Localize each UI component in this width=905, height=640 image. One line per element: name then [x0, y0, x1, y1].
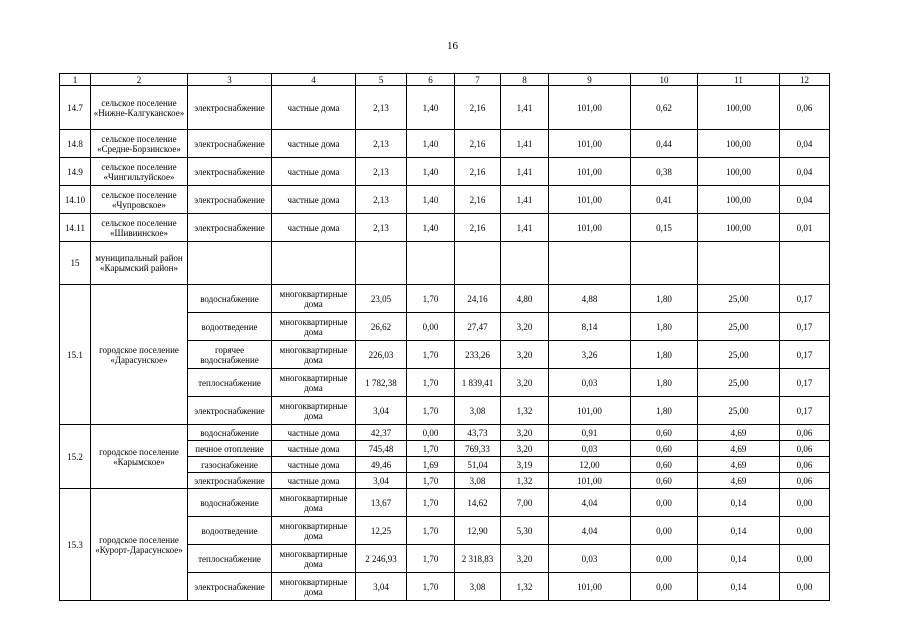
table-row: [60, 86, 830, 130]
cell-value: 1,41: [501, 130, 549, 158]
service-type: водоотведение: [188, 313, 272, 341]
cell-value: 101,00: [549, 186, 631, 214]
cell-value: 100,00: [698, 130, 780, 158]
cell-value: 0,06: [780, 473, 830, 489]
cell-value: 0,17: [780, 285, 830, 313]
object-type: многоквартирные дома: [272, 489, 356, 517]
cell-value: 0,06: [780, 441, 830, 457]
cell-value: 0,00: [631, 573, 698, 601]
cell-value: 2,13: [356, 158, 407, 186]
cell-value: 3,08: [455, 473, 501, 489]
cell-value: 1,80: [631, 313, 698, 341]
table-row: [60, 425, 830, 441]
object-type: многоквартирные дома: [272, 369, 356, 397]
cell-value: 2,13: [356, 214, 407, 242]
service-type: электроснабжение: [188, 214, 272, 242]
service-type: электроснабжение: [188, 86, 272, 130]
cell-value: 25,00: [698, 341, 780, 369]
cell-value: 3,08: [455, 397, 501, 425]
cell-value: 14,62: [455, 489, 501, 517]
cell-value: 1,40: [407, 158, 455, 186]
column-header: 11: [698, 74, 780, 86]
object-type: частные дома: [272, 441, 356, 457]
cell-value: 0,15: [631, 214, 698, 242]
cell-value: 42,37: [356, 425, 407, 441]
cell-value: 3,20: [501, 425, 549, 441]
cell-value: 1,70: [407, 369, 455, 397]
row-number: 14.7: [60, 86, 91, 130]
empty-cell: [272, 242, 356, 285]
cell-value: 1,40: [407, 86, 455, 130]
cell-value: 4,69: [698, 425, 780, 441]
service-type: водоотведение: [188, 517, 272, 545]
column-header: 3: [188, 74, 272, 86]
cell-value: 0,04: [780, 186, 830, 214]
district-row: [60, 242, 830, 285]
cell-value: 0,62: [631, 86, 698, 130]
cell-value: 0,00: [780, 489, 830, 517]
cell-value: 1,70: [407, 397, 455, 425]
cell-value: 0,00: [780, 573, 830, 601]
object-type: многоквартирные дома: [272, 313, 356, 341]
cell-value: 1,80: [631, 369, 698, 397]
cell-value: 2,16: [455, 186, 501, 214]
cell-value: 1,80: [631, 285, 698, 313]
cell-value: 1,32: [501, 473, 549, 489]
cell-value: 12,90: [455, 517, 501, 545]
cell-value: 2,16: [455, 214, 501, 242]
cell-value: 23,05: [356, 285, 407, 313]
cell-value: 2,13: [356, 86, 407, 130]
cell-value: 0,14: [698, 517, 780, 545]
cell-value: 4,80: [501, 285, 549, 313]
cell-value: 24,16: [455, 285, 501, 313]
cell-value: 101,00: [549, 130, 631, 158]
cell-value: 26,62: [356, 313, 407, 341]
row-number: 15: [60, 242, 91, 285]
cell-value: 0,03: [549, 545, 631, 573]
service-type: электроснабжение: [188, 186, 272, 214]
cell-value: 0,03: [549, 369, 631, 397]
cell-value: 101,00: [549, 573, 631, 601]
cell-value: 0,17: [780, 397, 830, 425]
cell-value: 0,60: [631, 473, 698, 489]
cell-value: 27,47: [455, 313, 501, 341]
cell-value: 1,70: [407, 517, 455, 545]
cell-value: 3,26: [549, 341, 631, 369]
cell-value: 8,14: [549, 313, 631, 341]
object-type: частные дома: [272, 457, 356, 473]
cell-value: 3,20: [501, 341, 549, 369]
cell-value: 0,01: [780, 214, 830, 242]
table-row: [60, 285, 830, 313]
cell-value: 2,16: [455, 158, 501, 186]
column-header: 2: [91, 74, 188, 86]
cell-value: 100,00: [698, 214, 780, 242]
cell-value: 0,00: [407, 425, 455, 441]
cell-value: 1 782,38: [356, 369, 407, 397]
cell-value: 43,73: [455, 425, 501, 441]
empty-cell: [188, 242, 272, 285]
cell-value: 0,04: [780, 158, 830, 186]
table-row: [60, 186, 830, 214]
column-header: 12: [780, 74, 830, 86]
object-type: многоквартирные дома: [272, 517, 356, 545]
object-type: частные дома: [272, 473, 356, 489]
cell-value: 0,17: [780, 341, 830, 369]
row-number: 15.2: [60, 425, 91, 489]
service-type: горячее водоснабжение: [188, 341, 272, 369]
cell-value: 101,00: [549, 158, 631, 186]
cell-value: 100,00: [698, 186, 780, 214]
cell-value: 0,06: [780, 457, 830, 473]
column-header: 9: [549, 74, 631, 86]
cell-value: 1,70: [407, 545, 455, 573]
cell-value: 1,70: [407, 341, 455, 369]
cell-value: 0,00: [631, 545, 698, 573]
settlement-name: сельское поселение «Нижне-Калгуканское»: [91, 86, 188, 130]
column-header: 10: [631, 74, 698, 86]
cell-value: 1,40: [407, 214, 455, 242]
cell-value: 0,06: [780, 86, 830, 130]
cell-value: 0,60: [631, 441, 698, 457]
service-type: электроснабжение: [188, 473, 272, 489]
column-header: 4: [272, 74, 356, 86]
settlement-name: сельское поселение «Средне-Борзинское»: [91, 130, 188, 158]
cell-value: 0,00: [780, 545, 830, 573]
service-type: электроснабжение: [188, 158, 272, 186]
cell-value: 0,41: [631, 186, 698, 214]
object-type: частные дома: [272, 158, 356, 186]
cell-value: 3,04: [356, 573, 407, 601]
service-type: водоснабжение: [188, 489, 272, 517]
cell-value: 101,00: [549, 214, 631, 242]
row-number: 14.10: [60, 186, 91, 214]
empty-cell: [549, 242, 631, 285]
cell-value: 0,60: [631, 457, 698, 473]
cell-value: 4,69: [698, 457, 780, 473]
settlement-name: городское поселение «Карымское»: [91, 425, 188, 489]
cell-value: 1,69: [407, 457, 455, 473]
service-type: печное отопление: [188, 441, 272, 457]
cell-value: 3,20: [501, 369, 549, 397]
column-header: 7: [455, 74, 501, 86]
object-type: частные дома: [272, 130, 356, 158]
row-number: 14.11: [60, 214, 91, 242]
service-type: водоснабжение: [188, 285, 272, 313]
row-number: 14.8: [60, 130, 91, 158]
cell-value: 3,04: [356, 397, 407, 425]
cell-value: 1,32: [501, 397, 549, 425]
cell-value: 4,69: [698, 473, 780, 489]
cell-value: 1,41: [501, 86, 549, 130]
cell-value: 49,46: [356, 457, 407, 473]
object-type: частные дома: [272, 86, 356, 130]
cell-value: 1,80: [631, 341, 698, 369]
cell-value: 4,04: [549, 517, 631, 545]
service-type: электроснабжение: [188, 397, 272, 425]
cell-value: 3,04: [356, 473, 407, 489]
cell-value: 2,16: [455, 86, 501, 130]
cell-value: 0,38: [631, 158, 698, 186]
cell-value: 25,00: [698, 285, 780, 313]
object-type: многоквартирные дома: [272, 573, 356, 601]
column-header: 6: [407, 74, 455, 86]
cell-value: 12,00: [549, 457, 631, 473]
cell-value: 769,33: [455, 441, 501, 457]
settlement-name: сельское поселение «Шивиинское»: [91, 214, 188, 242]
page-number: 16: [447, 40, 458, 52]
cell-value: 0,91: [549, 425, 631, 441]
cell-value: 25,00: [698, 369, 780, 397]
cell-value: 0,04: [780, 130, 830, 158]
cell-value: 745,48: [356, 441, 407, 457]
settlement-name: городское поселение «Курорт-Дарасунское»: [91, 489, 188, 601]
empty-cell: [407, 242, 455, 285]
cell-value: 2,16: [455, 130, 501, 158]
service-type: электроснабжение: [188, 130, 272, 158]
cell-value: 101,00: [549, 473, 631, 489]
cell-value: 13,67: [356, 489, 407, 517]
table-row: [60, 158, 830, 186]
cell-value: 100,00: [698, 86, 780, 130]
object-type: многоквартирные дома: [272, 545, 356, 573]
cell-value: 3,19: [501, 457, 549, 473]
column-header: 8: [501, 74, 549, 86]
cell-value: 1,41: [501, 186, 549, 214]
row-number: 15.1: [60, 285, 91, 425]
tariff-table: [59, 73, 830, 601]
cell-value: 0,03: [549, 441, 631, 457]
table-row: [60, 214, 830, 242]
cell-value: 4,04: [549, 489, 631, 517]
cell-value: 0,60: [631, 425, 698, 441]
cell-value: 1 839,41: [455, 369, 501, 397]
cell-value: 1,70: [407, 441, 455, 457]
column-header: 1: [60, 74, 91, 86]
object-type: многоквартирные дома: [272, 397, 356, 425]
cell-value: 3,20: [501, 441, 549, 457]
cell-value: 0,17: [780, 369, 830, 397]
cell-value: 0,14: [698, 545, 780, 573]
cell-value: 0,00: [780, 517, 830, 545]
object-type: частные дома: [272, 214, 356, 242]
cell-value: 1,70: [407, 285, 455, 313]
cell-value: 101,00: [549, 397, 631, 425]
cell-value: 25,00: [698, 397, 780, 425]
cell-value: 0,17: [780, 313, 830, 341]
cell-value: 4,69: [698, 441, 780, 457]
service-type: газоснабжение: [188, 457, 272, 473]
cell-value: 1,41: [501, 214, 549, 242]
settlement-name: сельское поселение «Чупровское»: [91, 186, 188, 214]
cell-value: 2 318,83: [455, 545, 501, 573]
service-type: теплоснабжение: [188, 369, 272, 397]
cell-value: 0,00: [407, 313, 455, 341]
settlement-name: городское поселение «Дарасунское»: [91, 285, 188, 425]
empty-cell: [698, 242, 780, 285]
cell-value: 3,08: [455, 573, 501, 601]
service-type: теплоснабжение: [188, 545, 272, 573]
object-type: многоквартирные дома: [272, 285, 356, 313]
cell-value: 4,88: [549, 285, 631, 313]
row-number: 14.9: [60, 158, 91, 186]
empty-cell: [631, 242, 698, 285]
cell-value: 1,41: [501, 158, 549, 186]
cell-value: 233,26: [455, 341, 501, 369]
cell-value: 25,00: [698, 313, 780, 341]
column-header: 5: [356, 74, 407, 86]
cell-value: 0,14: [698, 573, 780, 601]
cell-value: 0,06: [780, 425, 830, 441]
cell-value: 100,00: [698, 158, 780, 186]
empty-cell: [455, 242, 501, 285]
cell-value: 12,25: [356, 517, 407, 545]
row-number: 15.3: [60, 489, 91, 601]
cell-value: 51,04: [455, 457, 501, 473]
service-type: водоснабжение: [188, 425, 272, 441]
settlement-name: сельское поселение «Чингильтуйское»: [91, 158, 188, 186]
object-type: частные дома: [272, 186, 356, 214]
header-row: [60, 74, 830, 86]
cell-value: 2 246,93: [356, 545, 407, 573]
cell-value: 1,70: [407, 573, 455, 601]
cell-value: 0,00: [631, 489, 698, 517]
district-name: муниципальный район «Карымский район»: [91, 242, 188, 285]
empty-cell: [356, 242, 407, 285]
service-type: электроснабжение: [188, 573, 272, 601]
table-row: [60, 489, 830, 517]
cell-value: 1,32: [501, 573, 549, 601]
empty-cell: [501, 242, 549, 285]
cell-value: 3,20: [501, 313, 549, 341]
cell-value: 3,20: [501, 545, 549, 573]
object-type: частные дома: [272, 425, 356, 441]
cell-value: 1,40: [407, 186, 455, 214]
cell-value: 1,70: [407, 473, 455, 489]
cell-value: 2,13: [356, 130, 407, 158]
cell-value: 101,00: [549, 86, 631, 130]
table-row: [60, 130, 830, 158]
cell-value: 1,80: [631, 397, 698, 425]
cell-value: 0,14: [698, 489, 780, 517]
cell-value: 7,00: [501, 489, 549, 517]
cell-value: 2,13: [356, 186, 407, 214]
empty-cell: [780, 242, 830, 285]
cell-value: 1,70: [407, 489, 455, 517]
cell-value: 226,03: [356, 341, 407, 369]
object-type: многоквартирные дома: [272, 341, 356, 369]
cell-value: 1,40: [407, 130, 455, 158]
cell-value: 0,44: [631, 130, 698, 158]
cell-value: 5,30: [501, 517, 549, 545]
cell-value: 0,00: [631, 517, 698, 545]
